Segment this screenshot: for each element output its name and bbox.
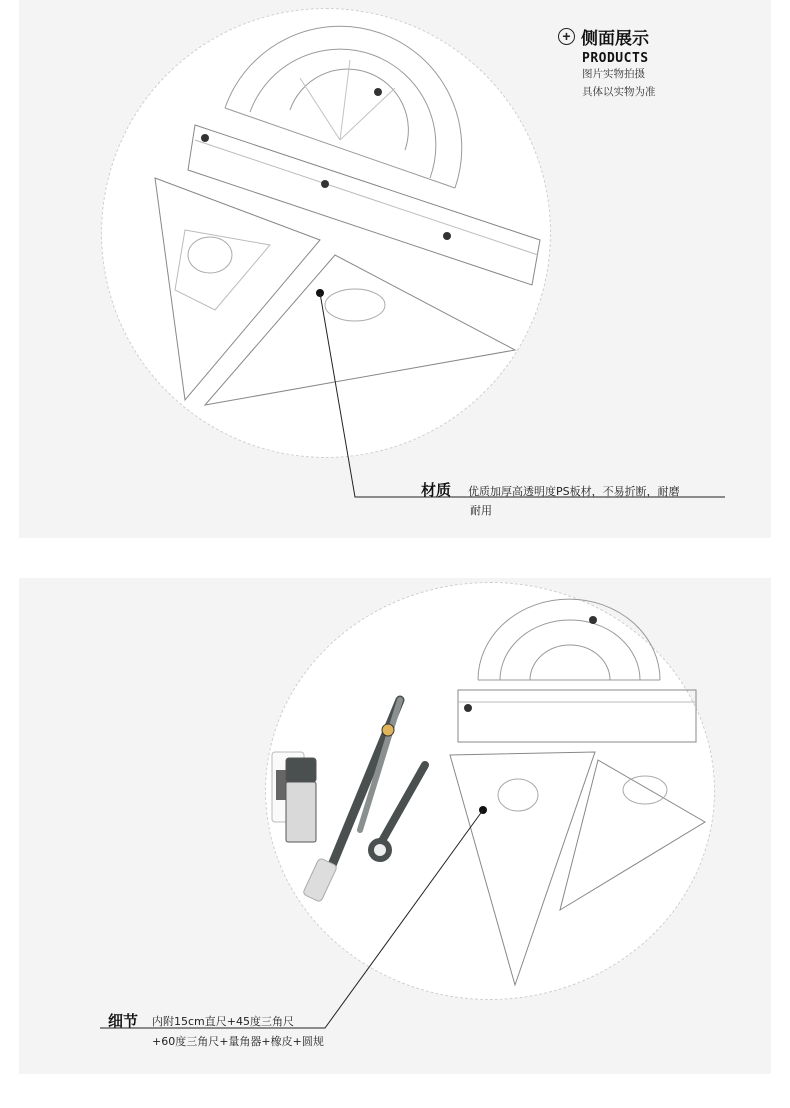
straight-ruler-image [188, 125, 540, 285]
material-desc-line1: 优质加厚高透明度PS板材，不易折断，耐磨 [468, 485, 680, 498]
detail-desc-line2: +60度三角尺+量角器+橡皮+圆规 [152, 1035, 324, 1048]
detail-leader-line [100, 810, 483, 1028]
plus-circle-icon: + [558, 28, 575, 45]
section-title-side-view [558, 24, 649, 66]
lead-container-image [286, 758, 316, 842]
straight-ruler-image-2 [458, 690, 696, 742]
photo-note-line2: 具体以实物为准 [582, 86, 656, 98]
triangle-ruler-image-2 [450, 752, 595, 985]
detail-desc-line1: 内附15cm直尺+45度三角尺 [152, 1015, 294, 1028]
material-leader-line [320, 293, 725, 497]
photo-note-line1: 图片实物拍摄 [582, 68, 645, 80]
material-label: 材质 [421, 481, 452, 499]
protractor-image [225, 26, 462, 188]
triangle-ruler-45-image [155, 178, 320, 400]
material-desc-line2: 耐用 [470, 504, 492, 517]
protractor-image-2 [478, 599, 660, 680]
compass-image [302, 700, 425, 902]
detail-label: 细节 [108, 1012, 139, 1030]
triangle-ruler-60-image [205, 255, 515, 405]
products-subtitle: PRODUCTS [582, 51, 649, 66]
side-view-title: 侧面展示 [581, 29, 649, 49]
triangle-ruler-image-3 [560, 760, 705, 910]
